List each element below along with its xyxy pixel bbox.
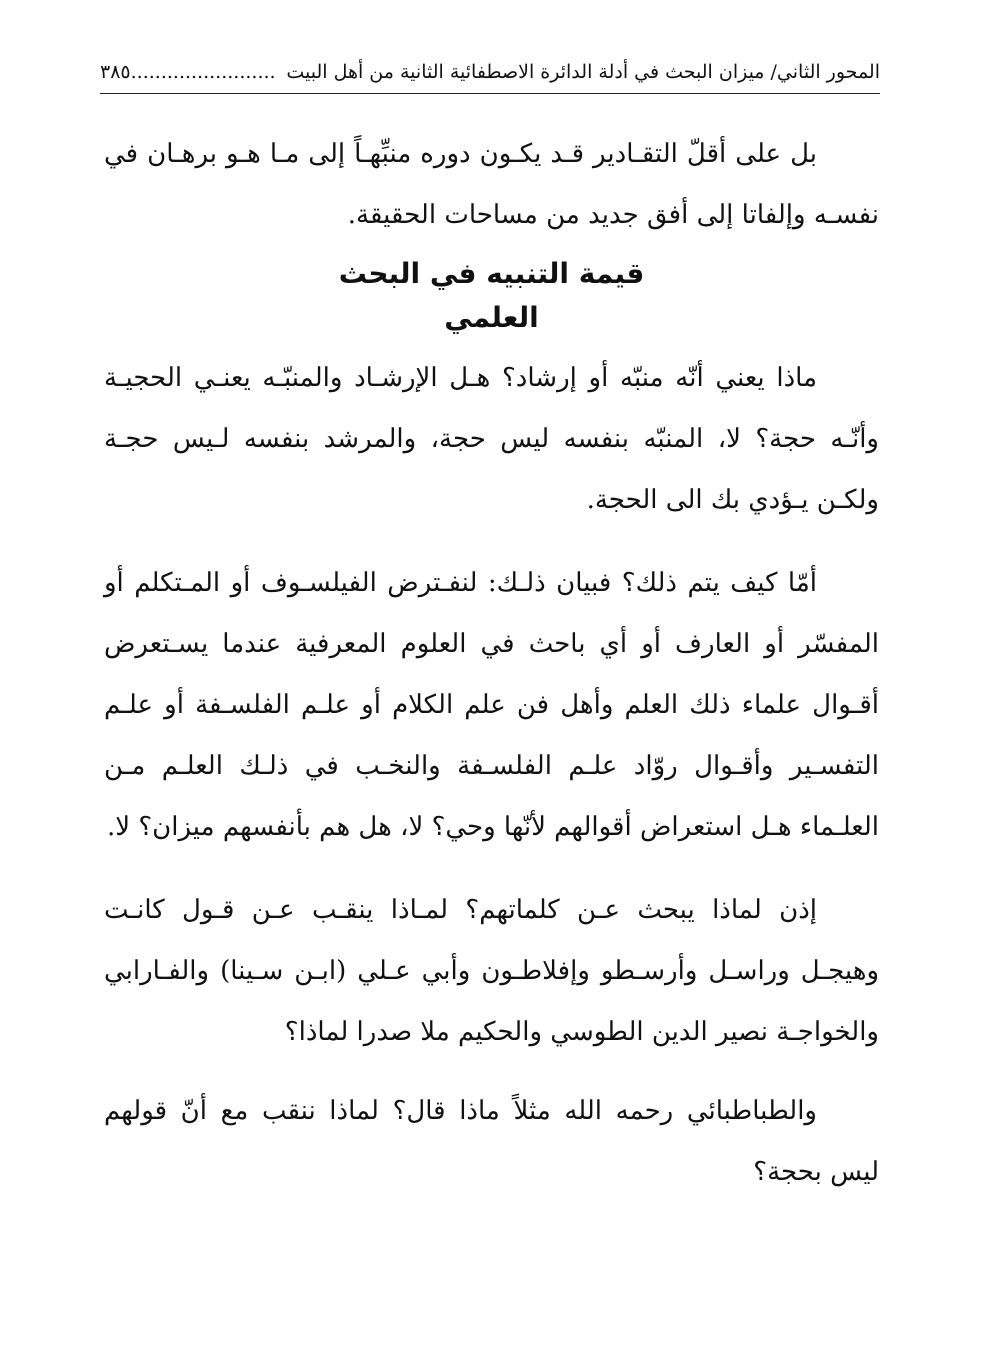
heading-line-1: قيمة التنبيه في البحث xyxy=(338,257,645,290)
paragraph-2: أمّا كيف يتم ذلك؟ فبيان ذلـك: لنفـترض الفيلسـوف أو المـتكلم أو المفسّر أو العارف أو أي باحث في العلوم المعرفية عندما يسـتعرض أقـوال علماء ذلك العلم وأهل فن علم الكلام أو علـم الفلسـفة أو علـم التفسـير وأقـوال روّاد علـم الفلسـفة والنخـب في ذلـك العلـم مـن العلـماء هـل استعراض أقوالهم لأنّها وحي؟ لا، هل هم بأنفسهم ميزان؟ لا. xyxy=(104,568,879,842)
page-number: ........................٣٨٥ xyxy=(100,61,276,83)
paragraph-3: إذن لماذا يبحث عـن كلماتهم؟ لمـاذا ينقـب عـن قـول كانـت وهيجـل وراسـل وأرسـطو وإفلاطـون وأبي عـلي (ابـن سـينا) والفـارابي والخواجـة نصير الدين الطوسي والحكيم ملا صدرا لماذا؟ xyxy=(104,895,879,1047)
paragraph-4: والطباطبائي رحمه الله مثلاً ماذا قال؟ لماذا ننقب مع أنّ قولهم ليس بحجة؟ xyxy=(104,1096,879,1187)
running-header xyxy=(100,50,880,94)
paragraph-intro: بل على أقلّ التقـادير قـد يكـون دوره منبِّهـاً إلى مـا هـو برهـان في نفسـه وإلفاتا إلى أفق جديد من مساحات الحقيقة. xyxy=(104,139,879,230)
section-heading xyxy=(104,252,879,340)
heading-line-2: العلمي xyxy=(444,301,539,334)
body-text xyxy=(104,124,879,1203)
header-divider xyxy=(100,93,880,94)
header-title: المحور الثاني/ ميزان البحث في أدلة الدائرة الاصطفائية الثانية من أهل البيت xyxy=(286,61,880,83)
paragraph-1: ماذا يعني أنّه منبّه أو إرشاد؟ هـل الإرشـاد والمنبّـه يعنـي الحجيـة وأنّـه حجة؟ لا، المنبّه بنفسه ليس حجة، والمرشد بنفسه لـيس حجـة ولكـن يـؤدي بك الى الحجة. xyxy=(104,363,879,515)
